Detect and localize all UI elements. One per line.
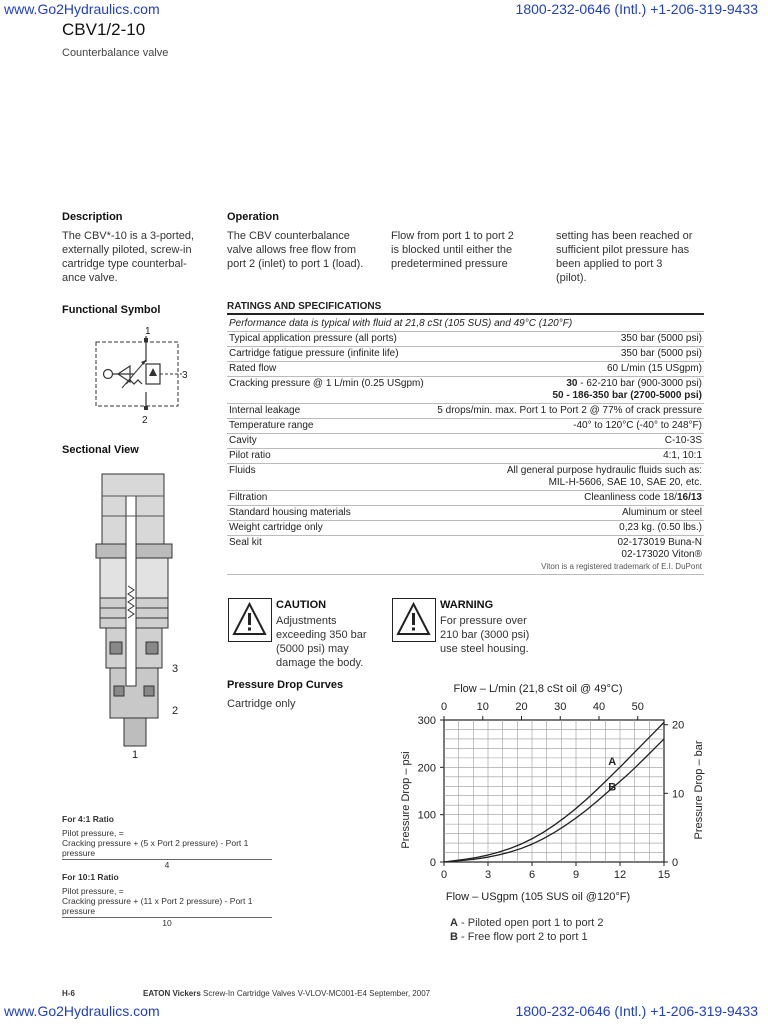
spec-value: [430, 377, 704, 404]
product-subtitle: Counterbalance valve: [62, 47, 169, 59]
ratings-table: [227, 317, 704, 575]
functional-symbol-diagram: [86, 322, 196, 426]
footer-phone: 1800-232-0646 (Intl.) +1-206-319-9433: [515, 1003, 758, 1019]
table-row: [227, 536, 704, 575]
spec-label: Temperature range: [227, 419, 430, 434]
caution-line: (5000 psi) may: [276, 643, 349, 655]
top-tick-label: 10: [476, 701, 489, 713]
product-title: CBV1/2-10: [62, 20, 146, 39]
spec-value: [430, 464, 704, 491]
operation-line: sufficient pilot pressure has: [556, 244, 690, 256]
description-line: The CBV*-10 is a 3-ported,: [62, 230, 195, 242]
description-line: cartridge type counterbal-: [62, 258, 187, 270]
cracking-range-30: - 62-210 bar (900-3000 psi): [577, 378, 702, 389]
operation-col3: [556, 229, 726, 285]
operation-line: The CBV counterbalance: [227, 230, 350, 242]
spec-value: 350 bar (5000 psi): [430, 347, 704, 362]
x-axis-label: Flow – USgpm (105 SUS oil @120°F): [445, 891, 631, 903]
x-tick-label: 0: [440, 869, 448, 881]
table-row: [227, 347, 704, 362]
formula-line: Pilot pressure, =: [62, 828, 124, 838]
series-label-b: B: [608, 781, 617, 794]
filtration-code-bold: 16/13: [676, 492, 702, 503]
spec-label: Cartridge fatigue pressure (infinite life): [227, 347, 430, 362]
spec-label: Fluids: [227, 464, 430, 491]
cracking-line-2: [432, 390, 702, 402]
warning-line: use steel housing.: [440, 643, 529, 655]
cracking-code-30: 30: [566, 378, 578, 389]
operation-line: setting has been reached or: [556, 230, 693, 242]
filtration-code: Cleanliness code 18/: [584, 492, 677, 503]
spec-value: [430, 491, 704, 506]
symbol-port-2: 2: [142, 415, 148, 426]
pressure-drop-heading: Pressure Drop Curves: [227, 679, 344, 691]
warning-title: WARNING: [440, 599, 494, 611]
table-row: [227, 362, 704, 377]
legend-text-b: - Free flow port 2 to port 1: [457, 931, 588, 943]
ratings-heading: RATINGS AND SPECIFICATIONS: [227, 301, 704, 315]
spec-label: Seal kit: [227, 536, 430, 575]
table-row: [227, 464, 704, 491]
chart-legend-a: [450, 916, 604, 930]
table-row: [227, 434, 704, 449]
spec-label: Typical application pressure (all ports): [227, 332, 430, 347]
performance-note: Performance data is typical with fluid at 21,8 cSt (105 SUS) and 49°C (120°F): [227, 317, 704, 332]
operation-line: predetermined pressure: [391, 258, 508, 270]
description-line: ance valve.: [62, 272, 118, 284]
y-tick-label: 0: [429, 857, 436, 869]
formula-line: Pilot pressure, =: [62, 886, 124, 896]
spec-value: 5 drops/min. max. Port 1 to Port 2 @ 77% of crack pressure: [430, 404, 704, 419]
cracking-line-1: [432, 378, 702, 390]
x-tick-label: 12: [613, 869, 627, 881]
operation-heading: Operation: [227, 211, 279, 223]
spec-value: [430, 536, 704, 575]
caution-line: Adjustments: [276, 615, 337, 627]
sectional-view-drawing: [90, 466, 190, 766]
table-row: [227, 521, 704, 536]
spec-label: Weight cartridge only: [227, 521, 430, 536]
table-row: [227, 404, 704, 419]
right-tick-label: 10: [672, 788, 685, 801]
x-tick-label: 9: [572, 869, 580, 881]
formula-denominator: 4: [164, 860, 170, 870]
x-tick-label: 15: [657, 869, 671, 881]
spec-value: C-10-3S: [430, 434, 704, 449]
pressure-drop-chart: [390, 678, 720, 948]
viton-trademark-note: Viton is a registered trademark of E.I. DuPont: [541, 562, 702, 571]
series-line-a: [444, 722, 664, 862]
operation-col2: [391, 229, 551, 271]
operation-line: Flow from port 1 to port 2: [391, 230, 514, 242]
description-line: externally piloted, screw-in: [62, 244, 192, 256]
spec-label: Cracking pressure @ 1 L/min (0.25 USgpm): [227, 377, 430, 404]
spec-label: Standard housing materials: [227, 506, 430, 521]
caution-line: damage the body.: [276, 657, 364, 669]
warning-icon: [392, 598, 436, 642]
description-heading: Description: [62, 211, 123, 223]
legend-key-b: B: [450, 931, 458, 943]
formula-4-1: [62, 814, 272, 870]
footer-doc: Screw-In Cartridge Valves V-VLOV-MC001-E4 September, 2007: [200, 989, 431, 998]
warning-text: [440, 614, 529, 656]
chart-grid: [444, 720, 664, 862]
sectional-port-2: 2: [172, 705, 179, 717]
spec-label: Pilot ratio: [227, 449, 430, 464]
y-tick-label: 300: [417, 715, 436, 727]
table-row: [227, 317, 704, 332]
table-row: [227, 419, 704, 434]
footer-brand: EATON Vickers: [143, 989, 201, 998]
table-row: [227, 377, 704, 404]
header-website-link[interactable]: www.Go2Hydraulics.com: [4, 1, 160, 17]
warning-line: For pressure over: [440, 615, 527, 627]
footer-doc-info: [143, 989, 430, 998]
table-row: [227, 332, 704, 347]
caution-text: [276, 614, 367, 670]
top-axis-label: Flow – L/min (21,8 cSt oil @ 49°C): [453, 683, 623, 695]
footer-page-number: H-6: [62, 989, 75, 998]
spec-label: Internal leakage: [227, 404, 430, 419]
warning-line: 210 bar (3000 psi): [440, 629, 530, 641]
operation-line: (pilot).: [556, 272, 587, 284]
description-text: [62, 229, 222, 285]
seal-kit-viton: 02-173020 Viton®: [621, 549, 702, 560]
caution-line: exceeding 350 bar: [276, 629, 367, 641]
operation-line: is blocked until either the: [391, 244, 513, 256]
pressure-drop-subheading: Cartridge only: [227, 698, 296, 710]
fluids-line-1: All general purpose hydraulic fluids such as:: [506, 465, 702, 476]
seal-kit-buna: 02-173019 Buna-N: [617, 537, 702, 548]
top-tick-label: 0: [440, 701, 448, 713]
spec-value: 4:1, 10:1: [430, 449, 704, 464]
spec-value: 0,23 kg. (0.50 lbs.): [430, 521, 704, 536]
functional-symbol-heading: Functional Symbol: [62, 304, 161, 316]
top-tick-label: 50: [631, 701, 644, 713]
formula-title: For 10:1 Ratio: [62, 872, 119, 882]
legend-text-a: - Piloted open port 1 to port 2: [457, 917, 604, 929]
operation-col1: [227, 229, 387, 271]
symbol-port-3: 3: [182, 370, 188, 381]
formula-numerator: Cracking pressure + (11 x Port 2 pressure) - Port 1 pressure: [62, 896, 272, 918]
top-tick-label: 30: [554, 701, 567, 713]
top-tick-label: 20: [515, 701, 528, 713]
spec-label: Filtration: [227, 491, 430, 506]
chart-lines: [444, 722, 664, 862]
spec-value: 350 bar (5000 psi): [430, 332, 704, 347]
caution-title: CAUTION: [276, 599, 327, 611]
spec-value: 60 L/min (15 USgpm): [430, 362, 704, 377]
cracking-range-50: - 186-350 bar (2700-5000 psi): [563, 390, 702, 401]
right-tick-label: 20: [672, 719, 685, 732]
y-tick-label: 100: [417, 809, 436, 822]
sectional-port-1: 1: [132, 749, 139, 761]
footer-website-link[interactable]: www.Go2Hydraulics.com: [4, 1003, 160, 1019]
cracking-code-50: 50: [552, 390, 564, 401]
symbol-port-1: 1: [145, 326, 151, 337]
chart-ticks: [418, 701, 685, 881]
sectional-port-3: 3: [172, 663, 179, 675]
spec-value: Aluminum or steel: [430, 506, 704, 521]
chart-legend-b: [450, 930, 588, 944]
y-tick-label: 200: [417, 762, 436, 775]
legend-key-a: A: [450, 917, 458, 929]
y-axis-label: Pressure Drop – psi: [400, 751, 412, 849]
operation-line: valve allows free flow from: [227, 244, 356, 256]
header-phone: 1800-232-0646 (Intl.) +1-206-319-9433: [515, 1, 758, 17]
spec-label: Rated flow: [227, 362, 430, 377]
table-row: [227, 506, 704, 521]
caution-icon: [228, 598, 272, 642]
right-tick-label: 0: [672, 857, 679, 869]
spec-value: -40° to 120°C (-40° to 248°F): [430, 419, 704, 434]
series-label-a: A: [608, 756, 617, 769]
formula-title: For 4:1 Ratio: [62, 814, 114, 824]
spec-label: Cavity: [227, 434, 430, 449]
formula-denominator: 10: [162, 918, 172, 928]
x-tick-label: 6: [528, 869, 536, 881]
x-tick-label: 3: [484, 869, 492, 881]
operation-line: been applied to port 3: [556, 258, 663, 270]
top-tick-label: 40: [592, 701, 606, 713]
formula-numerator: Cracking pressure + (5 x Port 2 pressure) - Port 1 pressure: [62, 838, 272, 860]
series-line-b: [444, 739, 664, 862]
plot-frame: [444, 720, 664, 862]
sectional-view-heading: Sectional View: [62, 444, 139, 456]
fluids-line-2: MIL-H-5606, SAE 10, SAE 20, etc.: [548, 477, 702, 488]
formula-10-1: [62, 872, 272, 928]
table-row: [227, 449, 704, 464]
table-row: [227, 491, 704, 506]
operation-line: port 2 (inlet) to port 1 (load).: [227, 258, 364, 270]
right-axis-label: Pressure Drop – bar: [693, 740, 705, 840]
